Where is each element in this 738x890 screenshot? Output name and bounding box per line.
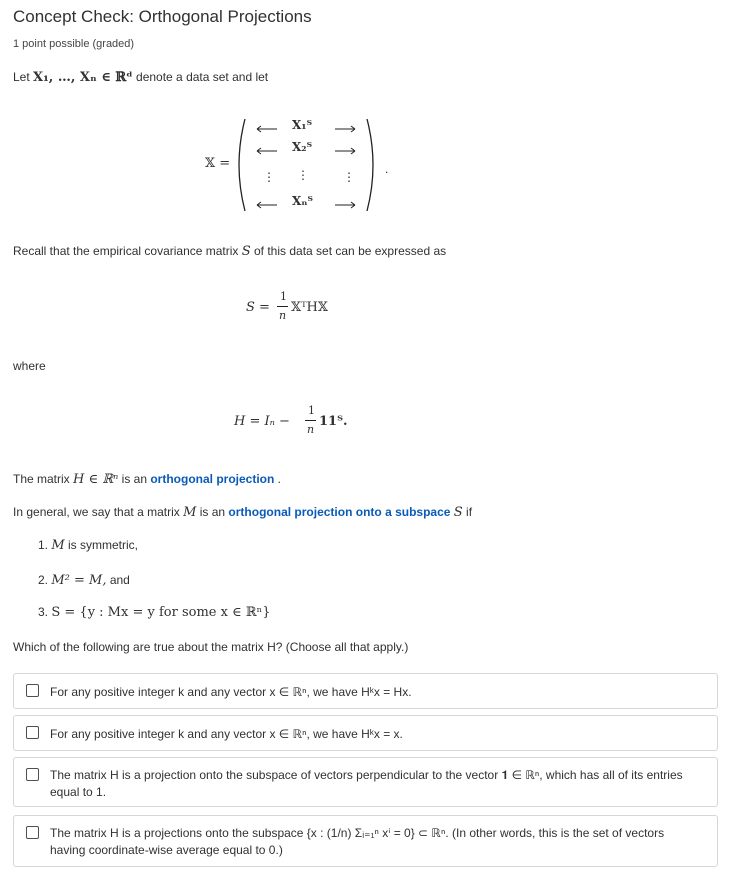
intro-math: X₁, …, Xₙ ∈ ℝᵈ [33, 70, 133, 85]
condition-2 [38, 573, 130, 588]
eq-s-fraction-bar [277, 306, 288, 307]
statement1-math: H ∈ ℝⁿ [73, 472, 119, 487]
choice-3[interactable] [13, 757, 718, 807]
statement2-after: if [462, 505, 473, 519]
matrix-row-2: X₂ᵀ [292, 140, 313, 154]
data-matrix-equation [205, 115, 389, 215]
condition-2-num: 2. [38, 573, 49, 587]
condition-2-math: M² = M, [51, 573, 107, 588]
eq-s-numerator: 1 [280, 290, 287, 303]
eq-h-fraction-bar [305, 420, 316, 421]
choice-1-label[interactable]: For any positive integer k and any vector x ∈ ℝⁿ, we have Hᵏx = Hx. [50, 685, 412, 699]
recall-after: of this data set can be expressed as [250, 244, 447, 258]
choice-2-checkbox[interactable] [26, 726, 39, 739]
eq-s-denominator: n [279, 309, 287, 322]
eq-s-lhs: S = [246, 300, 270, 315]
condition-1-math: M [51, 538, 65, 553]
points-possible: 1 point possible (graded) [13, 38, 135, 50]
svg-text:⋮: ⋮ [263, 170, 275, 184]
choice-2[interactable] [13, 715, 718, 751]
matrix-row-4: Xₙᵀ [292, 194, 313, 208]
orthogonal-projection-link[interactable]: orthogonal projection [150, 472, 275, 486]
eq-h-numerator: 1 [308, 404, 315, 417]
choice-3-label[interactable]: The matrix H is a projection onto the subspace of vectors perpendicular to the vector 𝟏 ∈ ℝⁿ, which has all of its entries equal to 1. [50, 768, 683, 799]
intro-text [13, 70, 268, 85]
covariance-equation [246, 290, 366, 330]
eq-h-denominator: n [307, 423, 315, 436]
condition-3 [38, 605, 271, 620]
eq-h-lhs: H = Iₙ − [234, 414, 290, 429]
choice-4-label[interactable]: The matrix H is a projections onto the subspace {x : (1/n) Σᵢ₌₁ⁿ xⁱ = 0} ⊂ ℝⁿ. (In other words, this is the set of vectors having coordinate-wise average equal to 0.) [50, 826, 665, 857]
orthogonal-projection-subspace-link[interactable]: orthogonal projection onto a subspace [228, 505, 451, 519]
choice-1-checkbox[interactable] [26, 684, 39, 697]
svg-text:⋮: ⋮ [343, 170, 355, 184]
choice-2-label[interactable]: For any positive integer k and any vector x ∈ ℝⁿ, we have Hᵏx = x. [50, 727, 403, 741]
where-label: where [13, 359, 46, 373]
problem-title: Concept Check: Orthogonal Projections [13, 7, 312, 26]
condition-1-text: is symmetric, [64, 538, 139, 552]
choice-4-checkbox[interactable] [26, 826, 39, 839]
statement1-mid: is an [118, 472, 151, 486]
intro-before: Let [13, 70, 34, 84]
orthogonal-projection-statement [13, 472, 281, 487]
matrix-lhs: 𝕏 = [205, 156, 231, 171]
statement1-before: The matrix [13, 472, 74, 486]
matrix-row-3: ⋮ [297, 168, 309, 182]
condition-3-math: S = {y : Mx = y for some x ∈ ℝⁿ} [51, 605, 271, 620]
centering-matrix-equation [234, 403, 374, 443]
recall-before: Recall that the empirical covariance matrix [13, 244, 242, 258]
statement1-after: . [274, 472, 281, 486]
condition-1 [38, 538, 138, 553]
statement2-symbol: M [183, 505, 197, 520]
recall-symbol: S [241, 244, 251, 259]
choice-4[interactable] [13, 815, 718, 867]
choice-3-checkbox[interactable] [26, 768, 39, 781]
matrix-row-1: X₁ᵀ [292, 118, 313, 132]
statement2-symbol2: S [453, 505, 463, 520]
statement2-mid: is an [196, 505, 229, 519]
statement2-before: In general, we say that a matrix [13, 505, 184, 519]
recall-text [13, 244, 446, 259]
condition-1-num: 1. [38, 538, 49, 552]
choice-1[interactable] [13, 673, 718, 709]
eq-h-rhs: 𝟏𝟏ᵀ. [319, 414, 348, 429]
eq-s-rhs: 𝕏ᵀH𝕏 [291, 300, 328, 315]
condition-2-text: and [106, 573, 130, 587]
definition-statement [13, 505, 472, 520]
question-prompt: Which of the following are true about the matrix H? (Choose all that apply.) [13, 640, 409, 654]
intro-after: denote a data set and let [132, 70, 269, 84]
svg-text:.: . [385, 162, 389, 176]
condition-3-num: 3. [38, 605, 49, 619]
